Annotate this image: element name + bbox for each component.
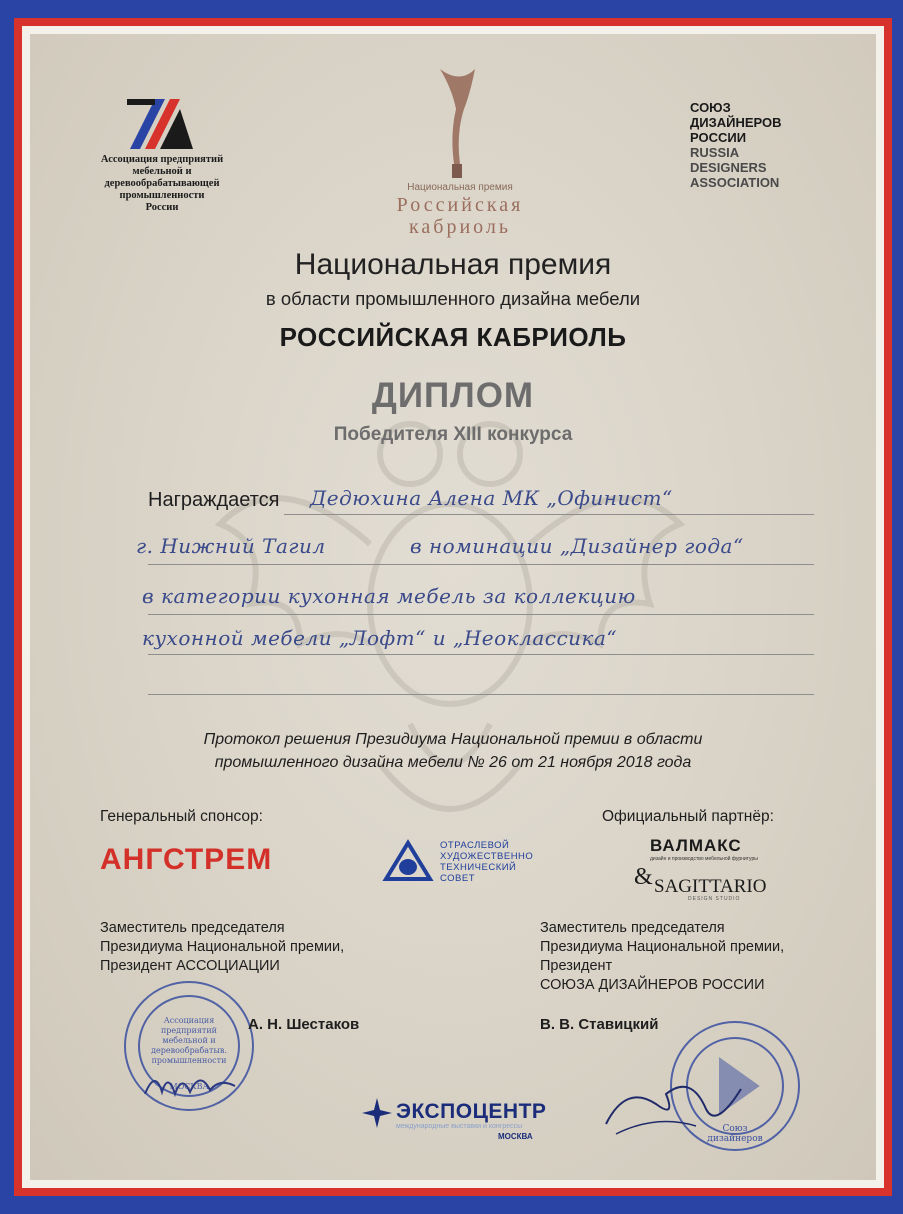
handwritten-collection: кухонной мебели „Лофт“ и „Неоклассика“ bbox=[142, 626, 618, 650]
council-name: ОТРАСЛЕВОЙ ХУДОЖЕСТВЕННО ТЕХНИЧЕСКИЙ СОВЕТ bbox=[440, 840, 534, 884]
handwritten-category: в категории кухонная мебель за коллекцию bbox=[142, 584, 636, 608]
ampersand: & bbox=[634, 864, 653, 890]
expocentre-name: ЭКСПОЦЕНТР bbox=[396, 1100, 547, 1123]
handwritten-nomination: в номинации „Дизайнер года“ bbox=[410, 534, 744, 558]
right-signatory-name: В. В. Ставицкий bbox=[540, 1016, 659, 1033]
valmaks-tagline: дизайн и производство мебельной фурнитуры bbox=[650, 856, 758, 862]
council-logo-icon bbox=[382, 839, 434, 883]
title-prize: Национальная премия bbox=[294, 248, 612, 281]
award-logo-title: Российская кабриоль bbox=[396, 194, 524, 238]
stamp-left-line-3: мебельной и bbox=[162, 1036, 216, 1045]
general-sponsor-label: Генеральный спонсор: bbox=[100, 808, 263, 825]
stamp-left-line-4: деревообрабатыв. bbox=[151, 1046, 227, 1055]
left-handwritten-signature bbox=[140, 1064, 240, 1104]
award-line-5 bbox=[148, 694, 814, 695]
title-field: в области промышленного дизайна мебели bbox=[265, 288, 641, 309]
left-signatory-name: А. Н. Шестаков bbox=[248, 1016, 360, 1033]
expocentre-city: МОСКВА bbox=[498, 1132, 533, 1141]
stamp-left-line-5: промышленности bbox=[151, 1056, 227, 1065]
title-prize-name: РОССИЙСКАЯ КАБРИОЛЬ bbox=[279, 322, 627, 352]
award-logo-subtitle: Национальная премия bbox=[407, 182, 513, 193]
award-line-4 bbox=[148, 654, 814, 655]
right-handwritten-signature bbox=[596, 1064, 746, 1144]
right-signatory-title: Заместитель председателя Президиума Национальной премии, Президент СОЮЗА ДИЗАЙНЕРОВ РОССИИ bbox=[540, 920, 785, 993]
association-name: Ассоциация предприятий мебельной и деревообрабатывающей промышленности России bbox=[100, 154, 224, 213]
left-signatory-title: Заместитель председателя Президиума Национальной премии, Президент АССОЦИАЦИИ bbox=[100, 920, 345, 974]
stamp-right-line-2: дизайнеров bbox=[707, 1134, 763, 1144]
sagittario-logo: SAGITTARIO bbox=[654, 876, 767, 897]
diploma-heading: ДИПЛОМ bbox=[371, 376, 535, 415]
protocol-text: Протокол решения Президиума Национальной премии в области промышленного дизайна мебели № 26 от 21 ноября 2018 года bbox=[203, 731, 703, 771]
stamp-left-line-2: предприятий bbox=[160, 1026, 218, 1035]
diploma-paper bbox=[30, 34, 876, 1180]
stamp-left-line-1: Ассоциация bbox=[163, 1016, 215, 1025]
awarded-label: Награждается bbox=[148, 489, 280, 511]
handwritten-recipient: Дедюхина Алена МК „Офинист“ bbox=[310, 486, 673, 510]
expocentre-logo-icon bbox=[360, 1096, 394, 1130]
award-line-2 bbox=[148, 564, 814, 565]
designers-association-logo: СОЮЗ ДИЗАЙНЕРОВ РОССИИ RUSSIA DESIGNERS ASSOCIATION bbox=[690, 100, 782, 190]
handwritten-city: г. Нижний Тагил bbox=[136, 534, 326, 558]
sagittario-tagline: DESIGN STUDIO bbox=[688, 896, 741, 902]
cabriole-leg-logo-icon bbox=[430, 64, 490, 184]
official-partner-label: Официальный партнёр: bbox=[602, 808, 774, 825]
award-line-3 bbox=[148, 614, 814, 615]
angstrem-logo: АНГСТРЕМ bbox=[100, 843, 273, 876]
valmaks-logo: ВАЛМАКС bbox=[650, 836, 742, 855]
stamp-right-line-1: Союз bbox=[722, 1124, 748, 1134]
award-line-1 bbox=[284, 514, 814, 515]
winner-subheading: Победителя XIII конкурса bbox=[333, 424, 573, 445]
stamp-left-line-6: МОСКВА bbox=[169, 1082, 209, 1091]
association-logo-icon bbox=[125, 94, 195, 154]
expocentre-tagline: международные выставки и конгрессы bbox=[396, 1123, 523, 1130]
